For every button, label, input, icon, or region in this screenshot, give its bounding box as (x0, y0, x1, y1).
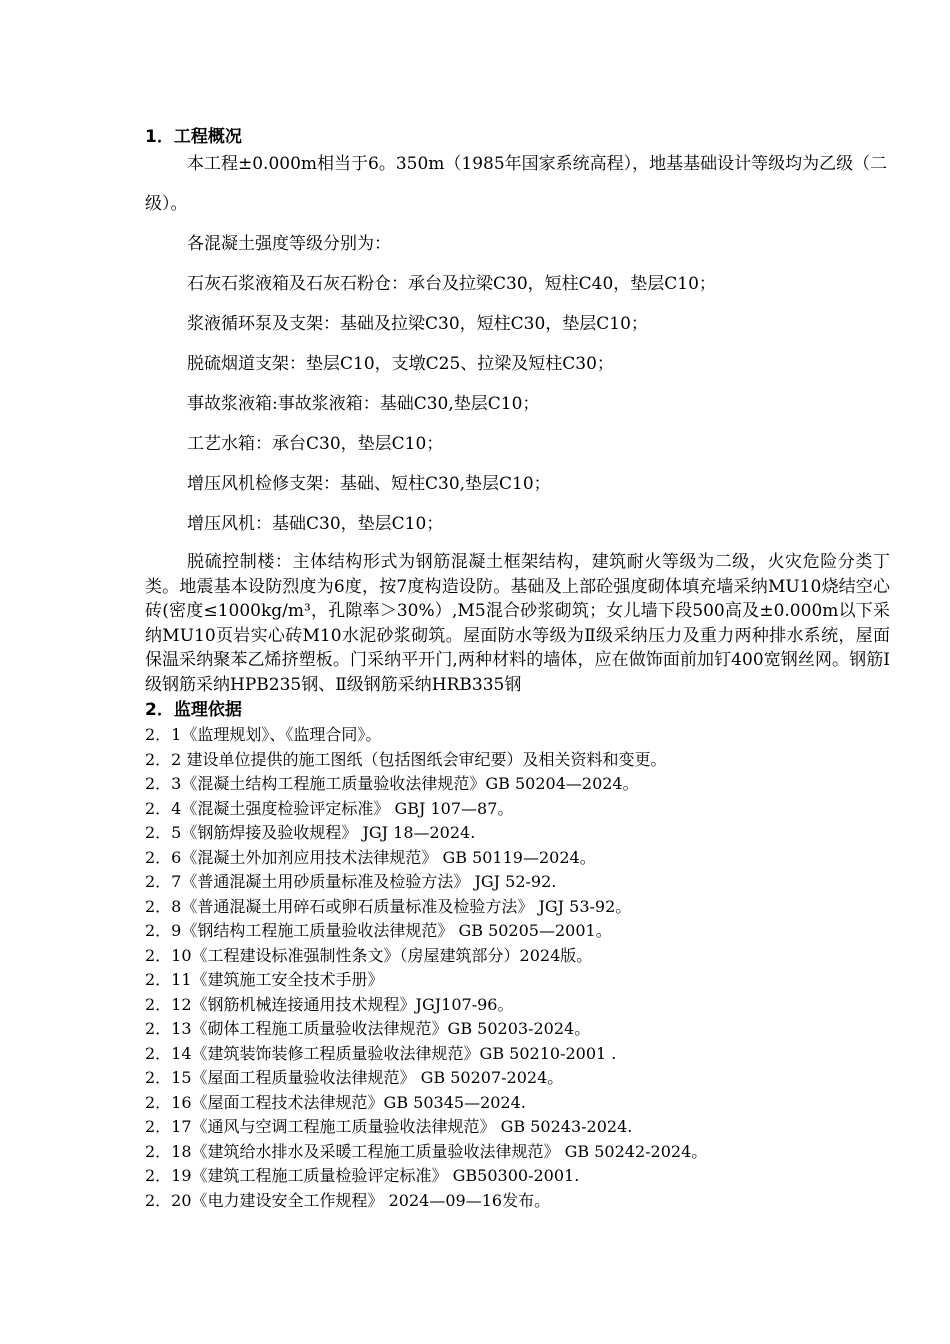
reference-item: 2．1《监理规划》、《监理合同》。 (145, 725, 382, 744)
concrete-grade-item: 石灰石浆液箱及石灰石粉仓：承台及拉梁C30，短柱C40，垫层C10； (187, 274, 716, 294)
reference-item: 2．19《建筑工程施工质量检验评定标准》 GB50300-2001. (145, 1166, 580, 1185)
reference-item: 2．7《普通混凝土用砂质量标准及检验方法》 JGJ 52-92. (145, 872, 557, 891)
reference-item: 2．4《混凝土强度检验评定标准》 GBJ 107—87。 (145, 798, 514, 818)
reference-item: 2．18《建筑给水排水及采暖工程施工质量验收法律规范》 GB 50242-2024。 (145, 1141, 708, 1161)
reference-item: 2．14《建筑装饰装修工程质量验收法律规范》GB 50210-2001 . (145, 1043, 617, 1063)
concrete-grades-intro: 各混凝土强度等级分别为： (187, 234, 391, 254)
concrete-grade-item: 浆液循环泵及支架：基础及拉梁C30，短柱C30，垫层C10； (187, 314, 648, 334)
reference-item: 2．12《钢筋机械连接通用技术规程》JGJ107-96。 (145, 994, 514, 1014)
reference-item: 2．15《屋面工程质量验收法律规范》 GB 50207-2024。 (145, 1068, 564, 1087)
concrete-grade-list (145, 264, 890, 544)
reference-item: 2．9《钢结构工程施工质量验收法律规范》 GB 50205—2001。 (145, 921, 612, 940)
reference-item: 2．16《屋面工程技术法律规范》GB 50345—2024. (145, 1092, 526, 1112)
reference-item: 2．5《钢筋焊接及验收规程》 JGJ 18—2024. (145, 823, 476, 842)
reference-list (145, 723, 890, 1213)
overview-intro-paragraph: 本工程±0.000m相当于6。350m（1985年国家系统高程），地基基础设计等级均为乙级（二级）。 (145, 154, 888, 214)
reference-item: 2．17《通风与空调工程施工质量验收法律规范》 GB 50243-2024. (145, 1117, 633, 1136)
reference-item: 2．2 建设单位提供的施工图纸（包括图纸会审纪要）及相关资料和变更。 (145, 749, 667, 769)
document-page (145, 124, 890, 1213)
reference-item: 2．10《工程建设标准强制性条文》（房屋建筑部分）2024版。 (145, 945, 593, 965)
concrete-grade-item: 脱硫烟道支架：垫层C10，支墩C25、拉梁及短柱C30； (187, 354, 614, 374)
section-heading-overview: 1．工程概况 (145, 127, 242, 147)
reference-item: 2．8《普通混凝土用碎石或卵石质量标准及检验方法》 JGJ 53-92。 (145, 896, 632, 916)
reference-item: 2．6《混凝土外加剂应用技术法律规范》 GB 50119—2024。 (145, 847, 596, 867)
reference-item: 2．11《建筑施工安全技术手册》 (145, 970, 384, 989)
section-heading-basis: 2．监理依据 (145, 700, 242, 720)
concrete-grade-item: 增压风机：基础C30，垫层C10； (187, 514, 444, 534)
concrete-grade-item: 工艺水箱：承台C30，垫层C10； (187, 434, 444, 454)
concrete-grade-item: 增压风机检修支架：基础、短柱C30,垫层C10； (187, 474, 551, 494)
concrete-grade-item: 事故浆液箱:事故浆液箱：基础C30,垫层C10； (187, 394, 540, 414)
reference-item: 2．13《砌体工程施工质量验收法律规范》GB 50203-2024。 (145, 1019, 591, 1038)
reference-item: 2．3《混凝土结构工程施工质量验收法律规范》GB 50204—2024。 (145, 774, 639, 793)
control-building-description: 脱硫控制楼：主体结构形式为钢筋混凝土框架结构，建筑耐火等级为二级，火灾危险分类丁类。地震基本设防烈度为6度，按7度构造设防。基础及上部砼强度砌体填充墙采纳MU10烧结空心砖(密度≤1000kg/m³，孔隙率＞30%）,M5混合砂浆砌筑；女儿墙下段500高及±0.000m以下采纳MU10页岩实心砖M10水泥砂浆砌筑。屋面防水等级为Ⅱ级采纳压力及重力两种排水系统，屋面保温采纳聚苯乙烯挤塑板。门采纳平开门,两种材料的墙体，应在做饰面前加钉400宽钢丝网。钢筋Ⅰ级钢筋采纳HPB235钢、Ⅱ级钢筋采纳HRB335钢 (145, 552, 890, 695)
reference-item: 2．20《电力建设安全工作规程》 2024—09—16发布。 (145, 1190, 551, 1210)
